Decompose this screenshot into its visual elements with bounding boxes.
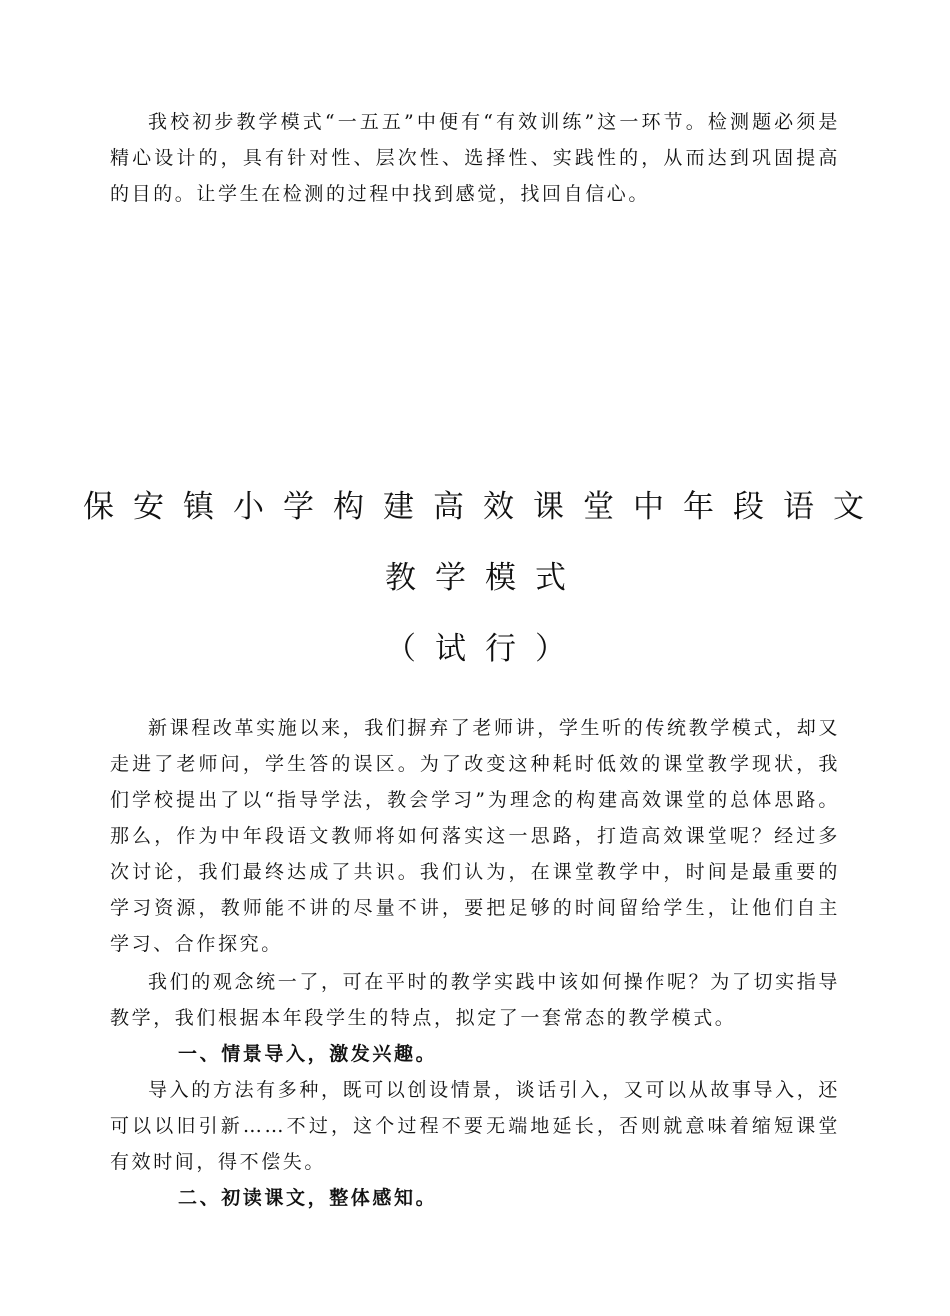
section-heading-1: 一、情景导入，激发兴趣。 — [178, 1043, 438, 1065]
unify-paragraph: 我们的观念统一了，可在平时的教学实践中该如何操作呢？为了切实指导教学，我们根据本年段学生的特点，拟定了一套常态的教学模式。 — [110, 971, 840, 1029]
document-title-trial: （试行） — [385, 631, 585, 667]
section-heading-2: 二、初读课文，整体感知。 — [178, 1187, 438, 1209]
intro-paragraph: 新课程改革实施以来，我们摒弃了老师讲，学生听的传统教学模式，却又走进了老师问，学生答的误区。为了改变这种耗时低效的课堂教学现状，我们学校提出了以“指导学法，教会学习”为理念的构建高效课堂的总体思路。那么，作为中年段语文教师将如何落实这一思路，打造高效课堂呢？经过多次讨论，我们最终达成了共识。我们认为，在课堂教学中，时间是最重要的学习资源，教师能不讲的尽量不讲，要把足够的时间留给学生，让他们自主学习、合作探究。 — [110, 717, 840, 955]
top-paragraph: 我校初步教学模式“一五五”中便有“有效训练”这一环节。检测题必须是精心设计的，具有针对性、层次性、选择性、实践性的，从而达到巩固提高的目的。让学生在检测的过程中找到感觉，找回自信心。 — [110, 111, 840, 205]
lead-in-paragraph: 导入的方法有多种，既可以创设情景，谈话引入，又可以从故事导入，还可以以旧引新……不过，这个过程不要无端地延长，否则就意味着缩短课堂有效时间，得不偿失。 — [110, 1079, 840, 1173]
document-title-line-1: 保安镇小学构建高效课堂中年段语文 — [83, 489, 883, 525]
document-title-line-2: 教学模式 — [385, 560, 585, 596]
